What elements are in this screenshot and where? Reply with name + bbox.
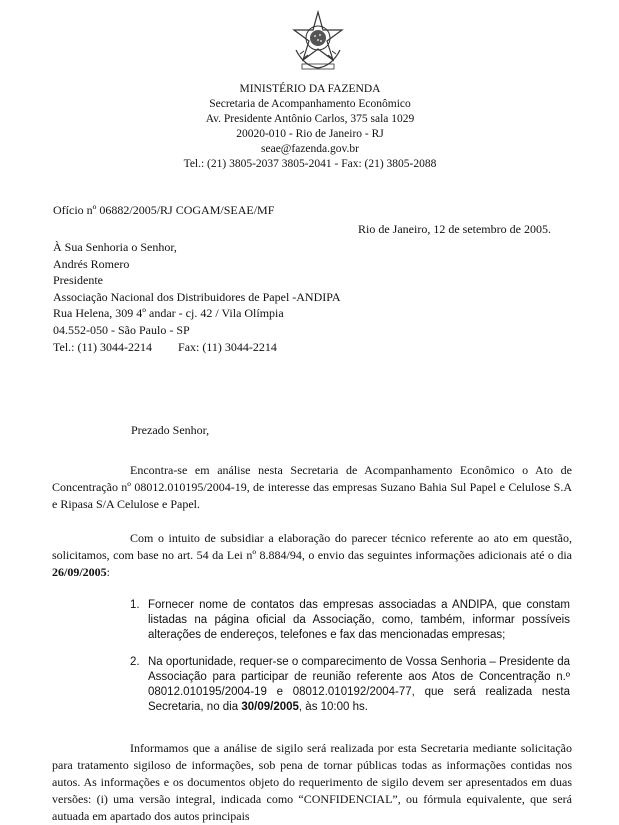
header-email: seae@fazenda.gov.br: [261, 143, 359, 155]
list-item: 1. Fornecer nome de contatos das empresas associadas a ANDIPA, que constam listadas na página oficial da Associação, como, também, informar possíveis alterações de endereços, telefones e fax das mencionadas empresas;: [130, 599, 570, 641]
recipient-name: Andrés Romero: [53, 256, 130, 271]
greeting: Prezado Senhor,: [131, 423, 210, 437]
recipient-city: 04.552-050 - São Paulo - SP: [53, 322, 190, 337]
recipient-organization: Associação Nacional dos Distribuidores de Papel -ANDIPA: [53, 289, 341, 304]
recipient-tel: Tel.: (11) 3044-2214: [53, 339, 153, 354]
ministry-name: MINISTÉRIO DA FAZENDA: [239, 83, 381, 95]
coat-of-arms-seal-icon: [290, 10, 346, 72]
meeting-date: 30/09/2005: [241, 701, 299, 713]
office-reference: Ofício nº 06882/2005/RJ COGAM/SEAE/MF: [53, 203, 275, 217]
recipient-block: [53, 239, 341, 355]
recipient-contacts: [53, 339, 341, 356]
paragraph-3: Informamos que a análise de sigilo será realizada por esta Secretaria mediante solicitação para tratamento sigiloso de informações, sob pena de tornar públicas todas as informações contidas nos autos. As informações e os documentos objeto do requerimento de sigilo devem ser apresentados em duas versões: (i) uma versão integral, indicada como “CONFIDENCIAL”, ou fórmula equivalente, que será autuada em apartado dos autos principais: [52, 741, 572, 823]
list-item: 2. Na oportunidade, requer-se o comparecimento de Vossa Senhoria – Presidente da Associação para participar de reunião referente aos Atos de Concentração n.º 08012.010195/2004-19 e 08012.010192/2004-77, que será realizada nesta Secretaria, no dia 30/09/2005, às 10:00 hs.: [130, 656, 570, 713]
header-city: 20020-010 - Rio de Janeiro - RJ: [236, 128, 384, 140]
recipient-fax: Fax: (11) 3044-2214: [178, 339, 277, 354]
deadline-date: 26/09/2005: [52, 565, 107, 579]
date-line: Rio de Janeiro, 12 de setembro de 2005.: [358, 222, 551, 236]
letterhead: [150, 82, 470, 172]
recipient-street: Rua Helena, 309 4º andar - cj. 42 / Vila Olímpia: [53, 306, 284, 321]
paragraph-1: Encontra-se em análise nesta Secretaria de Acompanhamento Econômico o Ato de Concentração nº 08012.010195/2004-19, de interesse das empresas Suzano Bahia Sul Papel e Celulose S.A e Ripasa S/A Celulose e Papel.: [52, 463, 572, 511]
recipient-salutation: À Sua Senhoria o Senhor,: [53, 240, 177, 254]
header-phones: Tel.: (21) 3805-2037 3805-2041 - Fax: (21) 3805-2088: [183, 158, 437, 170]
secretariat-name: Secretaria de Acompanhamento Econômico: [209, 98, 411, 110]
request-list: [130, 598, 570, 727]
paragraph-2: Com o intuito de subsidiar a elaboração do parecer técnico referente ao ato em questão, solicitamos, com base no art. 54 da Lei nº 8.884/94, o envio das seguintes informações adicionais até o dia 26/09/2005:: [52, 531, 572, 579]
header-street: Av. Presidente Antônio Carlos, 375 sala 1029: [205, 113, 415, 125]
recipient-title: Presidente: [53, 273, 103, 288]
